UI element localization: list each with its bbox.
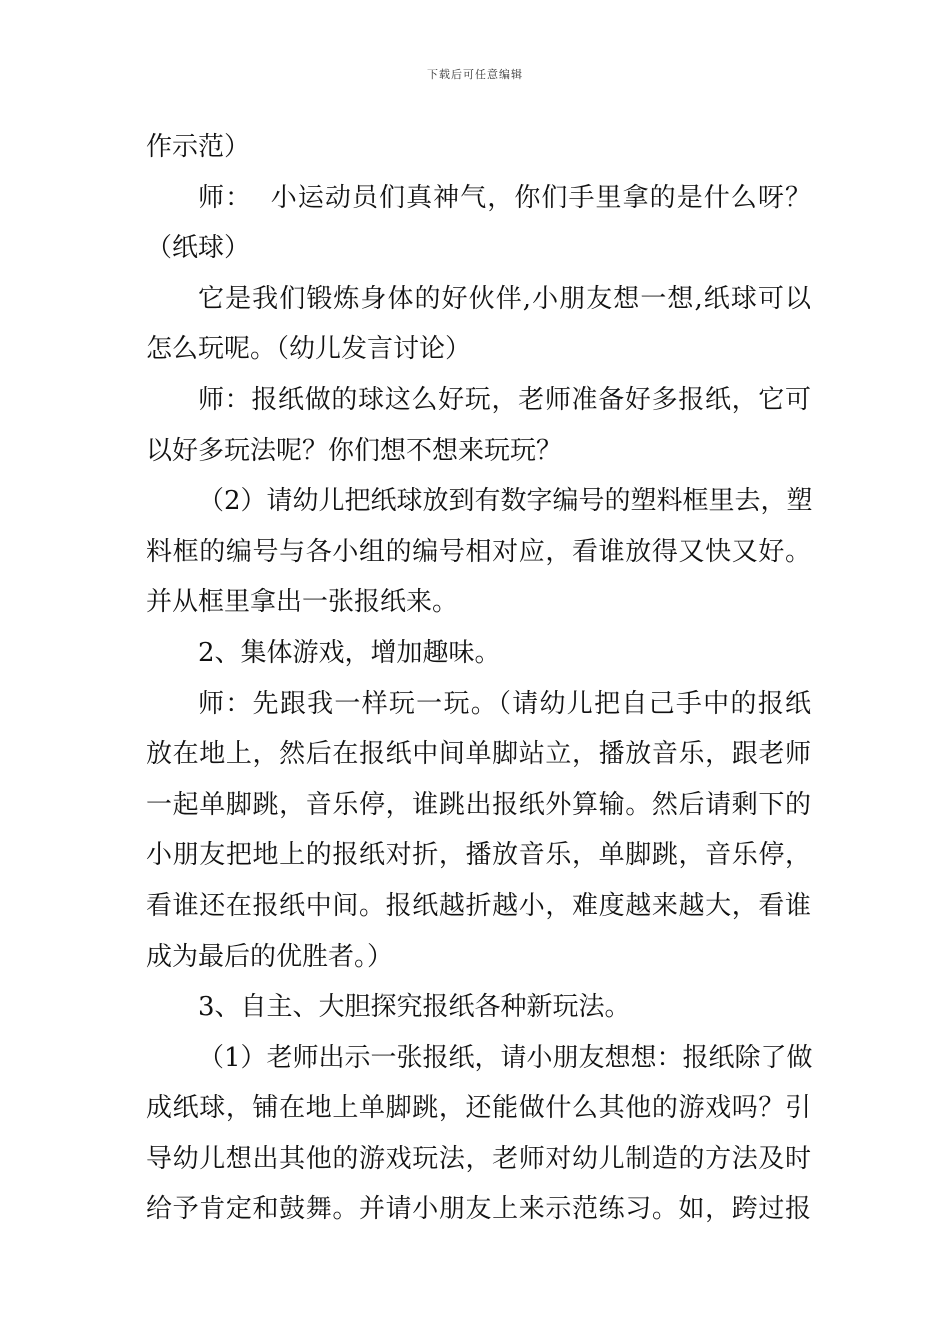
page-header: 下载后可任意编辑	[427, 68, 523, 81]
text-line: 怎么玩呢。（幼儿发言讨论）	[146, 334, 472, 365]
text-line: （纸球）	[146, 233, 251, 264]
text-line: 并从框里拿出一张报纸来。	[146, 587, 459, 618]
text-line: 小朋友把地上的报纸对折，播放音乐，单脚跳，音乐停，	[146, 840, 811, 871]
text-line: 料框的编号与各小组的编号相对应，看谁放得又快又好。	[146, 536, 811, 567]
text-line: 以好多玩法呢？你们想不想来玩玩？	[146, 435, 563, 466]
text-line: （1）老师出示一张报纸，请小朋友想想：报纸除了做	[198, 1042, 813, 1073]
text-line: 师： 小运动员们真神气，你们手里拿的是什么呀？	[198, 182, 811, 213]
text-line: 放在地上，然后在报纸中间单脚站立，播放音乐，跟老师	[146, 739, 811, 770]
text-line: 师：报纸做的球这么好玩，老师准备好多报纸，它可	[198, 384, 811, 415]
text-line: 导幼儿想出其他的游戏玩法，老师对幼儿制造的方法及时	[146, 1143, 811, 1174]
text-line: 成为最后的优胜者。）	[146, 941, 394, 972]
text-line: 给予肯定和鼓舞。并请小朋友上来示范练习。如，跨过报	[146, 1194, 811, 1225]
text-line: 看谁还在报纸中间。报纸越折越小，难度越来越大，看谁	[146, 890, 811, 921]
text-line: 成纸球，铺在地上单脚跳，还能做什么其他的游戏吗？引	[146, 1093, 811, 1124]
text-line: 作示范）	[146, 132, 251, 162]
text-line: 3、自主、大胆探究报纸各种新玩法。	[198, 992, 631, 1023]
text-line: （2）请幼儿把纸球放到有数字编号的塑料框里去，塑	[198, 486, 813, 517]
text-line: 师：先跟我一样玩一玩。（请幼儿把自己手中的报纸	[198, 688, 811, 719]
text-line: 一起单脚跳，音乐停，谁跳出报纸外算输。然后请剩下的	[146, 789, 811, 820]
document-body	[146, 122, 811, 1235]
text-line: 2、集体游戏，增加趣味。	[198, 637, 501, 668]
text-line: 它是我们锻炼身体的好伙伴,小朋友想一想,纸球可以	[198, 283, 811, 314]
